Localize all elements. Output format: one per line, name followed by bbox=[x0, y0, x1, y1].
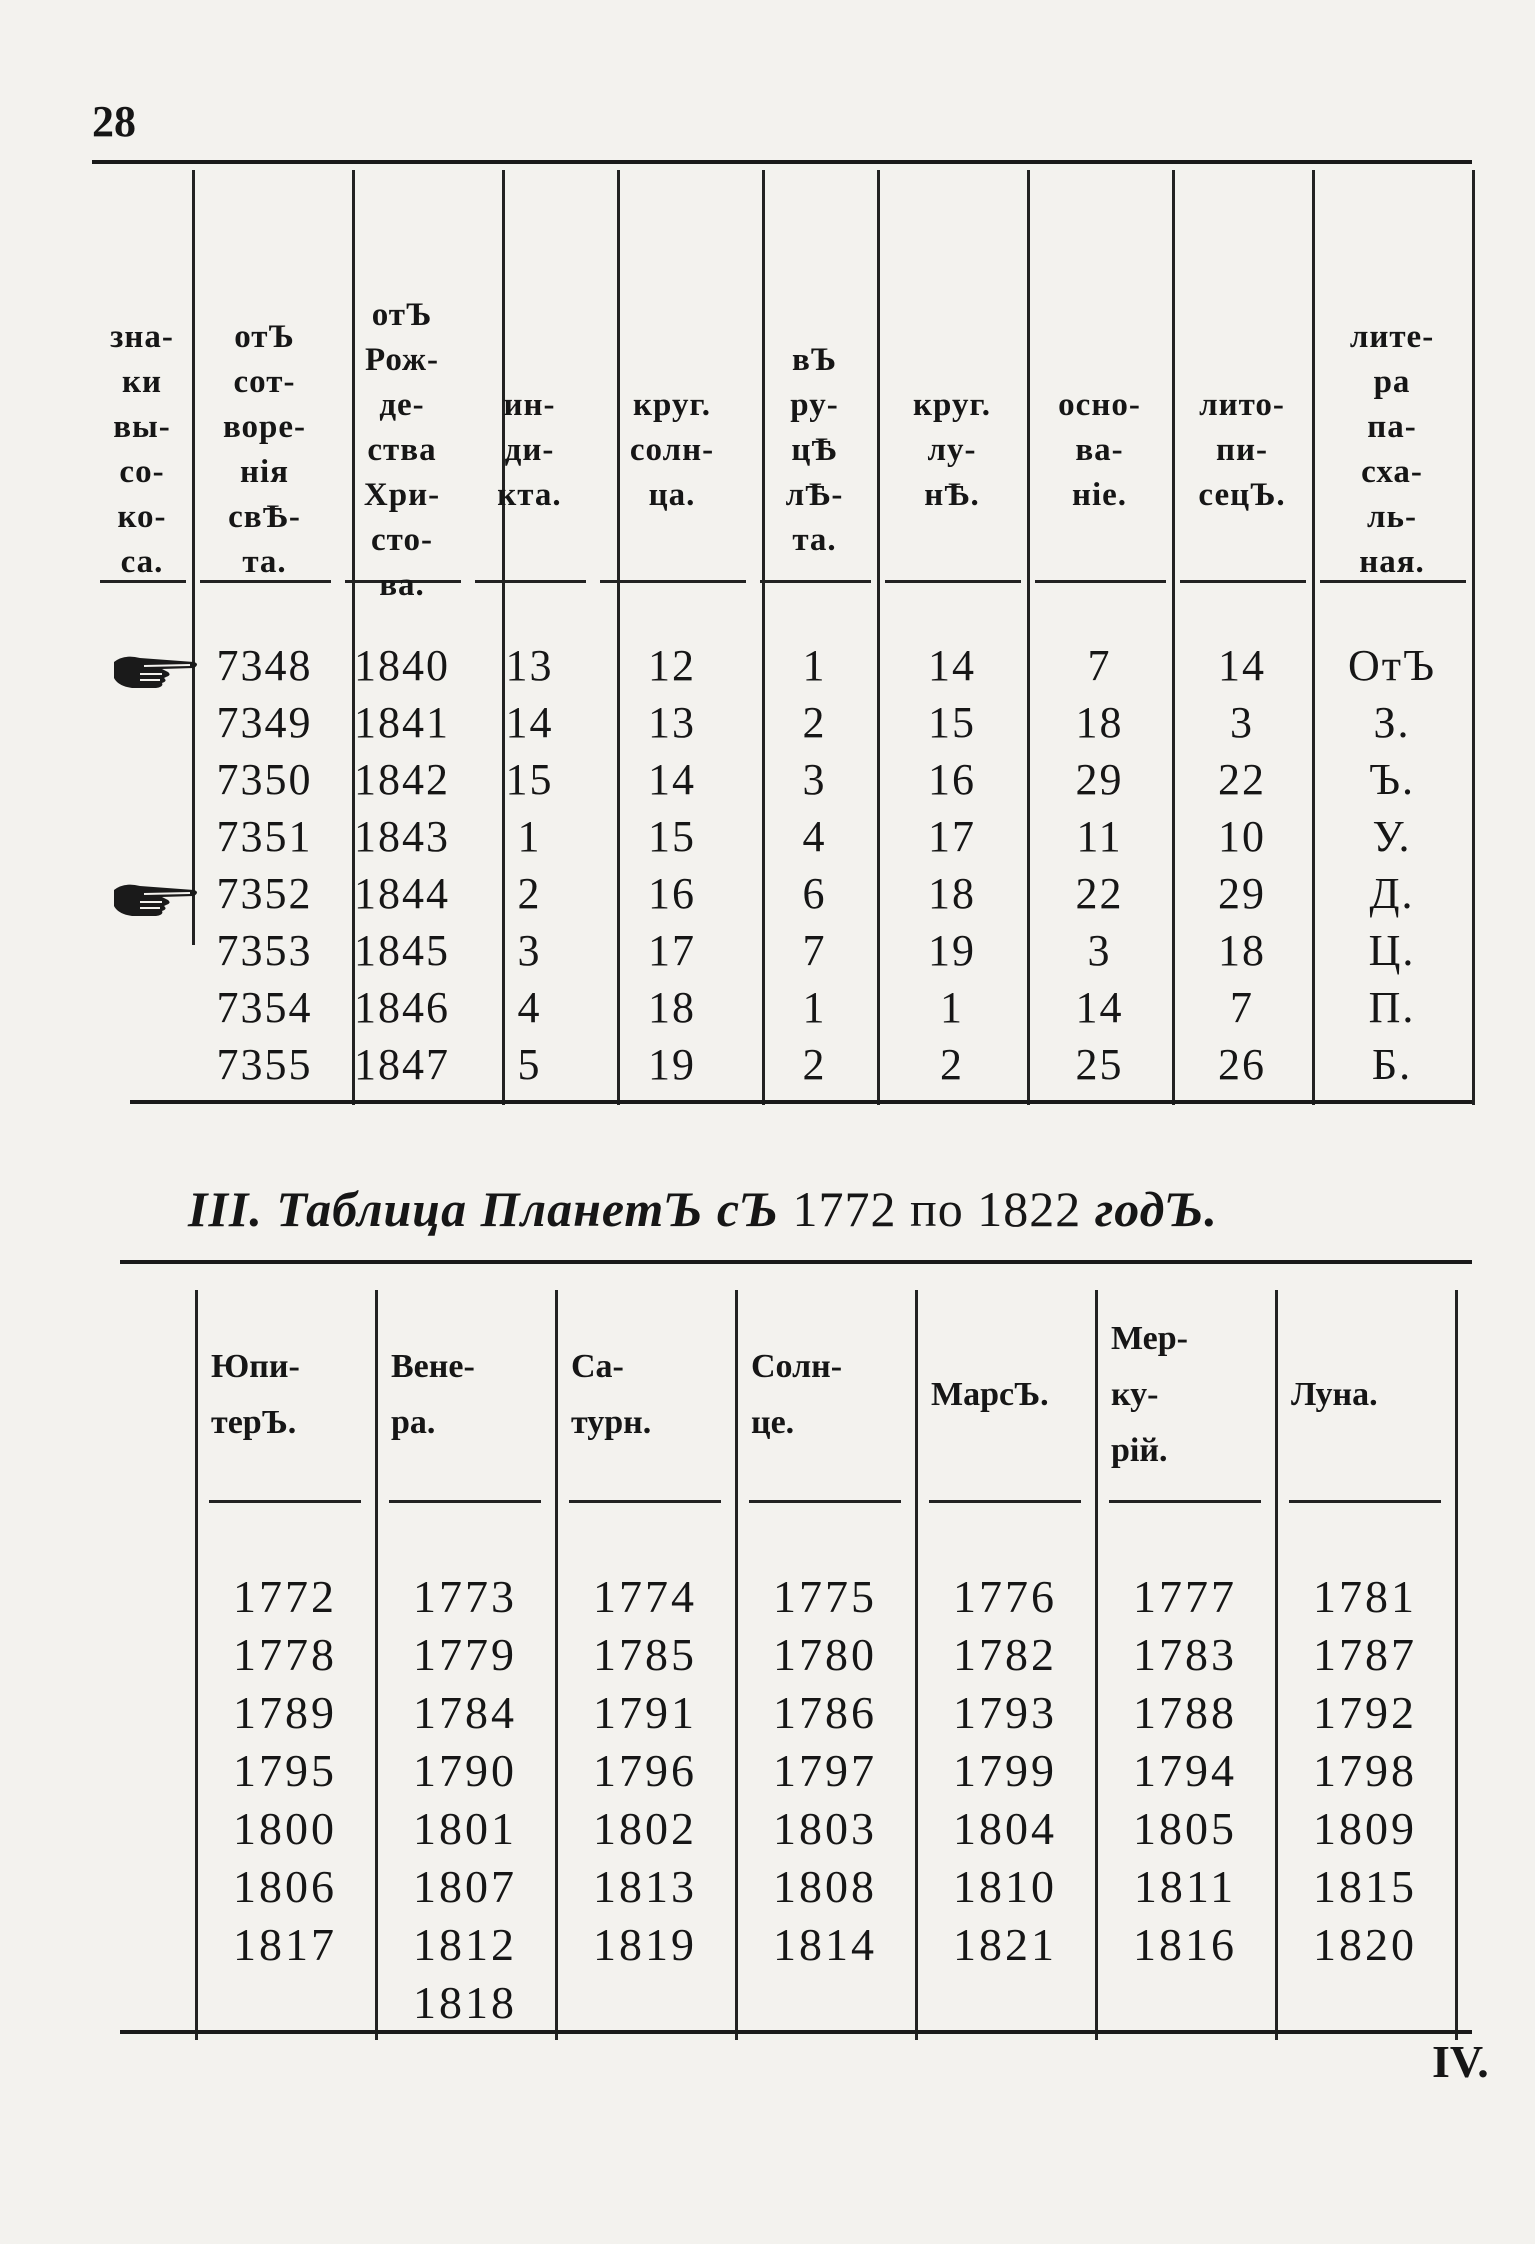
column-header-label: зна- ки вы- со- ко- са. bbox=[110, 319, 174, 580]
table-cell: 7 bbox=[1230, 983, 1254, 1032]
table-cell: 3 bbox=[1230, 698, 1254, 747]
table-cell: 1773 bbox=[413, 1571, 517, 1622]
table-cell: 1786 bbox=[773, 1687, 877, 1738]
top-rule bbox=[120, 1260, 1472, 1264]
header-underline bbox=[1289, 1500, 1441, 1503]
column-header bbox=[592, 190, 752, 710]
table-cell: 1782 bbox=[953, 1629, 1057, 1680]
table-cell: 18 bbox=[1218, 926, 1266, 975]
table-cell: 1788 bbox=[1133, 1687, 1237, 1738]
table-cell: 1795 bbox=[233, 1745, 337, 1796]
table-cell: 7 bbox=[1087, 641, 1112, 690]
table-cell: 1781 bbox=[1313, 1571, 1417, 1622]
table-cell: 14 bbox=[648, 755, 696, 804]
table-cell: 1796 bbox=[593, 1745, 697, 1796]
table-cell: 7 bbox=[802, 926, 827, 975]
table-cell: 13 bbox=[505, 641, 554, 690]
table-cell: 1812 bbox=[413, 1919, 517, 1970]
table-cell: 1775 bbox=[773, 1571, 877, 1622]
table-cell: 11 bbox=[1076, 812, 1123, 861]
column-header-label: круг. лу- нѢ. bbox=[913, 386, 991, 513]
table-cell: 1842 bbox=[354, 755, 450, 804]
top-rule bbox=[92, 160, 1472, 164]
column-header-label: осно- ва- ніе. bbox=[1058, 386, 1141, 513]
table-cell: 1789 bbox=[233, 1687, 337, 1738]
header-underline bbox=[1109, 1500, 1261, 1503]
column-header bbox=[877, 190, 1027, 710]
table-cell: 10 bbox=[1218, 812, 1266, 861]
table-cell: 18 bbox=[1075, 698, 1124, 747]
table-cell: 1793 bbox=[953, 1687, 1057, 1738]
column-header bbox=[92, 190, 192, 710]
pointing-hand-icon bbox=[110, 878, 202, 920]
table-cell: 1840 bbox=[354, 641, 450, 690]
table-cell: 5 bbox=[517, 1040, 542, 1089]
table-cell: 3 bbox=[517, 926, 542, 975]
table-cell: 3 bbox=[1087, 926, 1112, 975]
table-cell: 14 bbox=[928, 641, 976, 690]
table-cell: Б. bbox=[1371, 1040, 1413, 1089]
column-header-label: вЪ ру- цѢ лѢ- та. bbox=[785, 341, 844, 558]
column-header-label: ин- ди- кта. bbox=[497, 386, 562, 513]
table-cell: 1787 bbox=[1313, 1629, 1417, 1680]
column-header-label: круг. солн- ца. bbox=[629, 386, 715, 513]
table-cell: 7350 bbox=[216, 755, 313, 804]
table-cell: 18 bbox=[928, 869, 976, 918]
column-rule bbox=[1455, 1290, 1458, 2040]
table-cell: 1818 bbox=[413, 1977, 517, 2028]
table-cell: 2 bbox=[940, 1040, 964, 1089]
table-cell: 1820 bbox=[1313, 1919, 1417, 1970]
title-end: годЪ. bbox=[1094, 1181, 1218, 1237]
table-cell: 1 bbox=[802, 641, 827, 690]
table-cell: З. bbox=[1373, 698, 1411, 747]
title-text: III. Таблица ПланетЪ сЪ bbox=[188, 1181, 780, 1237]
table-cell: 1797 bbox=[773, 1745, 877, 1796]
table-cell: 1798 bbox=[1313, 1745, 1417, 1796]
column-header-label: Вене- ра. bbox=[391, 1348, 475, 1441]
table-cell: 7351 bbox=[216, 812, 313, 861]
table-cell: 1817 bbox=[233, 1919, 337, 1970]
table-cell: 17 bbox=[648, 926, 696, 975]
table-cell: 15 bbox=[648, 812, 696, 861]
table-cell: 13 bbox=[648, 698, 696, 747]
table-cell: 1790 bbox=[413, 1745, 517, 1796]
table-cell: 1847 bbox=[354, 1040, 450, 1089]
table-cell: 1785 bbox=[593, 1629, 697, 1680]
table-cell: 26 bbox=[1218, 1040, 1266, 1089]
bottom-rule bbox=[120, 2030, 1472, 2034]
table-cell: 1780 bbox=[773, 1629, 877, 1680]
table-cell: 22 bbox=[1218, 755, 1266, 804]
column-header-label: лите- ра па- сха- ль- ная. bbox=[1349, 319, 1435, 580]
bottom-rule bbox=[130, 1100, 1472, 1104]
title-years: 1772 по 1822 bbox=[792, 1181, 1082, 1237]
table-cell: 29 bbox=[1218, 869, 1266, 918]
column-header bbox=[752, 190, 877, 710]
table-cell: 29 bbox=[1075, 755, 1124, 804]
table-cell: 18 bbox=[648, 983, 696, 1032]
table-cell: 1 bbox=[940, 983, 964, 1032]
table-cell: 3 bbox=[802, 755, 827, 804]
header-underline bbox=[749, 1500, 901, 1503]
table-cell: 1794 bbox=[1133, 1745, 1237, 1796]
header-underline bbox=[929, 1500, 1081, 1503]
column-header bbox=[1312, 190, 1472, 710]
table-cell: 4 bbox=[517, 983, 542, 1032]
table-cell: 1809 bbox=[1313, 1803, 1417, 1854]
column-header bbox=[571, 1295, 731, 1495]
table-cell: 1805 bbox=[1133, 1803, 1237, 1854]
table-cell: 1783 bbox=[1133, 1629, 1237, 1680]
table-cell: 1800 bbox=[233, 1803, 337, 1854]
table-cell: 1802 bbox=[593, 1803, 697, 1854]
table-cell: 1778 bbox=[233, 1629, 337, 1680]
table-cell: 1815 bbox=[1313, 1861, 1417, 1912]
column-header bbox=[931, 1295, 1091, 1495]
table-cell: 19 bbox=[648, 1040, 696, 1089]
table-cell: 1844 bbox=[354, 869, 450, 918]
table-title bbox=[188, 1180, 1218, 1238]
table-cell: 4 bbox=[802, 812, 827, 861]
table-cell: 1801 bbox=[413, 1803, 517, 1854]
table-cell: 15 bbox=[505, 755, 554, 804]
table-cell: 1811 bbox=[1133, 1861, 1237, 1912]
table-cell: П. bbox=[1368, 983, 1416, 1032]
table-cell: 1784 bbox=[413, 1687, 517, 1738]
table-cell: 25 bbox=[1075, 1040, 1124, 1089]
table-cell: 1 bbox=[802, 983, 827, 1032]
table-cell: 1772 bbox=[233, 1571, 337, 1622]
pointing-hand-icon bbox=[110, 650, 202, 692]
page-number: 28 bbox=[92, 97, 136, 146]
table-cell: 2 bbox=[802, 698, 827, 747]
table-cell: 1843 bbox=[354, 812, 450, 861]
column-header-label: Юпи- терЪ. bbox=[211, 1348, 300, 1441]
column-header bbox=[337, 190, 467, 710]
table-cell: 1804 bbox=[953, 1803, 1057, 1854]
column-header-label: Луна. bbox=[1291, 1376, 1378, 1413]
table-cell: ОтЪ bbox=[1347, 641, 1437, 690]
column-header-label: Мер- ку- рій. bbox=[1111, 1320, 1188, 1469]
table-cell: 1792 bbox=[1313, 1687, 1417, 1738]
table-cell: Д. bbox=[1369, 869, 1415, 918]
table-cell: 1774 bbox=[593, 1571, 697, 1622]
table-cell: 1807 bbox=[413, 1861, 517, 1912]
column-header bbox=[751, 1295, 911, 1495]
table-cell: 14 bbox=[1218, 641, 1266, 690]
table-cell: У. bbox=[1372, 812, 1412, 861]
table-cell: 1814 bbox=[773, 1919, 877, 1970]
header-underline bbox=[389, 1500, 541, 1503]
table-cell: 1810 bbox=[953, 1861, 1057, 1912]
table-cell: 1 bbox=[517, 812, 542, 861]
header-underline bbox=[569, 1500, 721, 1503]
table-cell: 14 bbox=[1075, 983, 1124, 1032]
table-cell: 2 bbox=[517, 869, 542, 918]
table-cell: 16 bbox=[648, 869, 696, 918]
table-cell: 6 bbox=[802, 869, 827, 918]
table-cell: 7349 bbox=[216, 698, 313, 747]
table-cell: 7355 bbox=[216, 1040, 313, 1089]
table-cell: 1845 bbox=[354, 926, 450, 975]
table-cell: 1821 bbox=[953, 1919, 1057, 1970]
table-cell: 14 bbox=[505, 698, 554, 747]
column-header-label: Са- турн. bbox=[571, 1348, 652, 1441]
table-cell: 2 bbox=[802, 1040, 827, 1089]
table-cell: 1806 bbox=[233, 1861, 337, 1912]
table-cell: 1816 bbox=[1133, 1919, 1237, 1970]
easter-table bbox=[92, 160, 1472, 1115]
catchword: IV. bbox=[1432, 2036, 1489, 2087]
table-cell: 1803 bbox=[773, 1803, 877, 1854]
column-header bbox=[1291, 1295, 1451, 1495]
column-header-label: МарсЪ. bbox=[931, 1376, 1049, 1413]
table-cell: 7348 bbox=[216, 641, 313, 690]
column-header bbox=[391, 1295, 551, 1495]
column-header bbox=[211, 1295, 371, 1495]
column-header bbox=[1172, 190, 1312, 710]
table-cell: 1819 bbox=[593, 1919, 697, 1970]
table-cell: 1777 bbox=[1133, 1571, 1237, 1622]
column-header bbox=[192, 190, 337, 710]
table-cell: 1846 bbox=[354, 983, 450, 1032]
column-header bbox=[1111, 1295, 1271, 1495]
table-cell: 1776 bbox=[953, 1571, 1057, 1622]
column-header-label: Солн- це. bbox=[751, 1348, 843, 1441]
header-underline bbox=[209, 1500, 361, 1503]
table-cell: 1841 bbox=[354, 698, 450, 747]
column-header bbox=[467, 190, 592, 710]
table-cell: 1779 bbox=[413, 1629, 517, 1680]
column-header-label: лито- пи- сецЪ. bbox=[1198, 386, 1286, 513]
table-cell: 16 bbox=[928, 755, 976, 804]
table-cell: 7354 bbox=[216, 983, 313, 1032]
column-header-label: отЪ сот- воре- нія свѢ- та. bbox=[222, 319, 307, 580]
column-header bbox=[1027, 190, 1172, 710]
table-cell: 7353 bbox=[216, 926, 313, 975]
table-cell: 1799 bbox=[953, 1745, 1057, 1796]
table-cell: 1808 bbox=[773, 1861, 877, 1912]
table-cell: 7352 bbox=[216, 869, 313, 918]
table-cell: Ъ. bbox=[1368, 755, 1416, 804]
planet-table bbox=[120, 1260, 1472, 2060]
column-header-label: отЪ Рож- де- ства Хри- сто- ва. bbox=[363, 296, 441, 603]
table-cell: 1813 bbox=[593, 1861, 697, 1912]
table-cell: 12 bbox=[648, 641, 696, 690]
table-cell: 1791 bbox=[593, 1687, 697, 1738]
column-rule bbox=[1472, 170, 1475, 1105]
table-cell: 22 bbox=[1075, 869, 1124, 918]
table-cell: Ц. bbox=[1368, 926, 1416, 975]
table-cell: 17 bbox=[928, 812, 976, 861]
table-cell: 19 bbox=[928, 926, 976, 975]
table-cell: 15 bbox=[928, 698, 976, 747]
